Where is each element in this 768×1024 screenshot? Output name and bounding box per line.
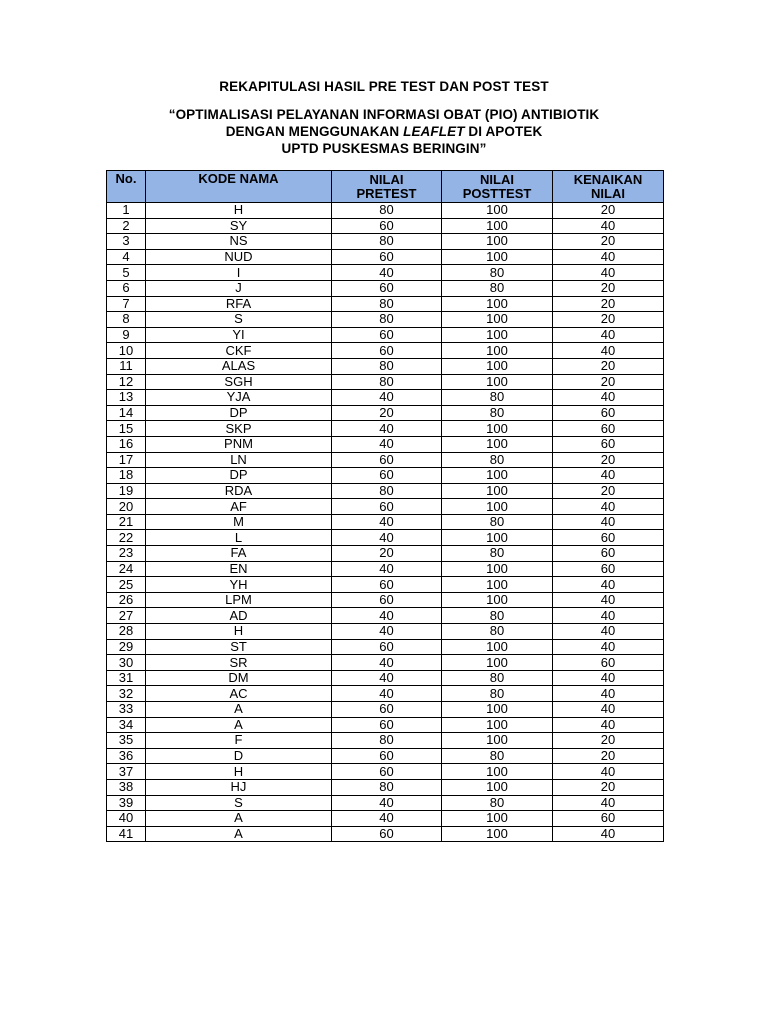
cell-nilai-posttest: 100 bbox=[442, 577, 553, 593]
cell-nilai-pretest: 40 bbox=[332, 811, 442, 827]
cell-kode-nama: H bbox=[146, 203, 332, 219]
cell-kode-nama: I bbox=[146, 265, 332, 281]
cell-nilai-posttest: 100 bbox=[442, 234, 553, 250]
table-row bbox=[107, 811, 664, 827]
cell-nilai-pretest: 80 bbox=[332, 733, 442, 749]
cell-nilai-posttest: 100 bbox=[442, 296, 553, 312]
results-table-body bbox=[107, 203, 664, 842]
cell-nilai-pretest: 40 bbox=[332, 608, 442, 624]
table-row bbox=[107, 530, 664, 546]
cell-kenaikan-nilai: 60 bbox=[553, 546, 664, 562]
cell-kenaikan-nilai: 60 bbox=[553, 655, 664, 671]
subtitle-line-2-prefix: DENGAN MENGGUNAKAN bbox=[225, 124, 404, 139]
cell-kenaikan-nilai: 40 bbox=[553, 265, 664, 281]
subtitle-line-2-italic: LEAFLET bbox=[403, 124, 465, 139]
cell-nilai-posttest: 100 bbox=[442, 421, 553, 437]
cell-kode-nama: CKF bbox=[146, 343, 332, 359]
cell-no: 16 bbox=[107, 436, 146, 452]
cell-kode-nama: SGH bbox=[146, 374, 332, 390]
cell-kode-nama: DP bbox=[146, 405, 332, 421]
cell-nilai-pretest: 60 bbox=[332, 592, 442, 608]
cell-no: 7 bbox=[107, 296, 146, 312]
cell-kenaikan-nilai: 40 bbox=[553, 670, 664, 686]
cell-no: 2 bbox=[107, 218, 146, 234]
cell-nilai-posttest: 80 bbox=[442, 686, 553, 702]
cell-nilai-pretest: 20 bbox=[332, 405, 442, 421]
cell-kode-nama: YI bbox=[146, 327, 332, 343]
cell-kode-nama: AC bbox=[146, 686, 332, 702]
cell-no: 6 bbox=[107, 280, 146, 296]
header-kenaikan-nilai bbox=[553, 171, 664, 203]
header-kode-nama: KODE NAMA bbox=[146, 171, 332, 203]
table-row bbox=[107, 312, 664, 328]
cell-kode-nama: J bbox=[146, 280, 332, 296]
cell-nilai-pretest: 60 bbox=[332, 280, 442, 296]
cell-kenaikan-nilai: 40 bbox=[553, 218, 664, 234]
cell-nilai-pretest: 40 bbox=[332, 561, 442, 577]
cell-kenaikan-nilai: 60 bbox=[553, 405, 664, 421]
cell-kenaikan-nilai: 40 bbox=[553, 702, 664, 718]
table-row bbox=[107, 514, 664, 530]
table-row bbox=[107, 639, 664, 655]
cell-kenaikan-nilai: 60 bbox=[553, 436, 664, 452]
table-row bbox=[107, 296, 664, 312]
cell-kenaikan-nilai: 40 bbox=[553, 327, 664, 343]
cell-kenaikan-nilai: 40 bbox=[553, 343, 664, 359]
cell-nilai-posttest: 80 bbox=[442, 624, 553, 640]
cell-no: 34 bbox=[107, 717, 146, 733]
table-row bbox=[107, 499, 664, 515]
cell-kode-nama: L bbox=[146, 530, 332, 546]
cell-kode-nama: A bbox=[146, 702, 332, 718]
cell-nilai-pretest: 40 bbox=[332, 265, 442, 281]
cell-nilai-pretest: 40 bbox=[332, 686, 442, 702]
cell-kenaikan-nilai: 20 bbox=[553, 452, 664, 468]
cell-nilai-posttest: 100 bbox=[442, 483, 553, 499]
cell-nilai-pretest: 40 bbox=[332, 436, 442, 452]
cell-nilai-pretest: 40 bbox=[332, 390, 442, 406]
cell-nilai-posttest: 80 bbox=[442, 280, 553, 296]
cell-kenaikan-nilai: 20 bbox=[553, 312, 664, 328]
header-posttest-line-1: NILAI bbox=[480, 171, 514, 187]
cell-no: 23 bbox=[107, 546, 146, 562]
cell-nilai-pretest: 40 bbox=[332, 655, 442, 671]
cell-kenaikan-nilai: 60 bbox=[553, 530, 664, 546]
cell-no: 29 bbox=[107, 639, 146, 655]
cell-nilai-posttest: 80 bbox=[442, 265, 553, 281]
cell-no: 21 bbox=[107, 514, 146, 530]
cell-kode-nama: YH bbox=[146, 577, 332, 593]
cell-kode-nama: ST bbox=[146, 639, 332, 655]
cell-kode-nama: H bbox=[146, 764, 332, 780]
table-row bbox=[107, 343, 664, 359]
cell-no: 38 bbox=[107, 779, 146, 795]
cell-kode-nama: EN bbox=[146, 561, 332, 577]
subtitle-line-1: “OPTIMALISASI PELAYANAN INFORMASI OBAT (PIO) ANTIBIOTIK bbox=[168, 107, 600, 122]
cell-nilai-posttest: 100 bbox=[442, 499, 553, 515]
cell-nilai-posttest: 100 bbox=[442, 218, 553, 234]
cell-nilai-pretest: 40 bbox=[332, 421, 442, 437]
cell-no: 36 bbox=[107, 748, 146, 764]
cell-nilai-posttest: 100 bbox=[442, 592, 553, 608]
cell-kode-nama: A bbox=[146, 811, 332, 827]
table-row bbox=[107, 702, 664, 718]
cell-kode-nama: SR bbox=[146, 655, 332, 671]
table-row bbox=[107, 468, 664, 484]
cell-no: 11 bbox=[107, 358, 146, 374]
table-row bbox=[107, 686, 664, 702]
cell-kenaikan-nilai: 20 bbox=[553, 280, 664, 296]
cell-kenaikan-nilai: 60 bbox=[553, 421, 664, 437]
cell-kode-nama: YJA bbox=[146, 390, 332, 406]
cell-no: 39 bbox=[107, 795, 146, 811]
cell-no: 9 bbox=[107, 327, 146, 343]
header-no: No. bbox=[107, 171, 146, 203]
cell-no: 4 bbox=[107, 249, 146, 265]
cell-nilai-pretest: 20 bbox=[332, 546, 442, 562]
cell-nilai-posttest: 100 bbox=[442, 733, 553, 749]
cell-no: 12 bbox=[107, 374, 146, 390]
cell-kode-nama: RFA bbox=[146, 296, 332, 312]
results-table-header bbox=[107, 171, 664, 203]
cell-kenaikan-nilai: 20 bbox=[553, 296, 664, 312]
table-row bbox=[107, 390, 664, 406]
cell-nilai-pretest: 60 bbox=[332, 452, 442, 468]
cell-nilai-pretest: 60 bbox=[332, 717, 442, 733]
cell-nilai-posttest: 100 bbox=[442, 826, 553, 842]
header-nilai-posttest bbox=[442, 171, 553, 203]
cell-nilai-pretest: 60 bbox=[332, 639, 442, 655]
cell-nilai-posttest: 100 bbox=[442, 811, 553, 827]
cell-kenaikan-nilai: 40 bbox=[553, 577, 664, 593]
cell-kenaikan-nilai: 40 bbox=[553, 795, 664, 811]
table-row bbox=[107, 234, 664, 250]
header-posttest-line-2: POSTTEST bbox=[462, 185, 532, 201]
table-row bbox=[107, 421, 664, 437]
table-row bbox=[107, 546, 664, 562]
cell-nilai-pretest: 60 bbox=[332, 468, 442, 484]
header-pretest-line-1: NILAI bbox=[369, 171, 404, 187]
cell-no: 31 bbox=[107, 670, 146, 686]
header-nilai-pretest bbox=[332, 171, 442, 203]
cell-kode-nama: D bbox=[146, 748, 332, 764]
cell-nilai-posttest: 100 bbox=[442, 312, 553, 328]
cell-kenaikan-nilai: 20 bbox=[553, 779, 664, 795]
cell-no: 13 bbox=[107, 390, 146, 406]
cell-kode-nama: S bbox=[146, 795, 332, 811]
cell-kenaikan-nilai: 20 bbox=[553, 374, 664, 390]
header-kenaikan-line-1: KENAIKAN bbox=[573, 171, 643, 187]
cell-kenaikan-nilai: 40 bbox=[553, 639, 664, 655]
cell-kenaikan-nilai: 40 bbox=[553, 608, 664, 624]
cell-kode-nama: FA bbox=[146, 546, 332, 562]
table-row bbox=[107, 717, 664, 733]
cell-kenaikan-nilai: 20 bbox=[553, 203, 664, 219]
cell-nilai-posttest: 100 bbox=[442, 530, 553, 546]
cell-no: 32 bbox=[107, 686, 146, 702]
cell-nilai-pretest: 60 bbox=[332, 499, 442, 515]
table-row bbox=[107, 327, 664, 343]
cell-nilai-posttest: 80 bbox=[442, 670, 553, 686]
cell-nilai-pretest: 80 bbox=[332, 779, 442, 795]
cell-nilai-pretest: 80 bbox=[332, 203, 442, 219]
cell-kode-nama: RDA bbox=[146, 483, 332, 499]
cell-kode-nama: F bbox=[146, 733, 332, 749]
cell-kode-nama: DM bbox=[146, 670, 332, 686]
cell-nilai-pretest: 60 bbox=[332, 249, 442, 265]
table-row bbox=[107, 748, 664, 764]
cell-kode-nama: AF bbox=[146, 499, 332, 515]
table-row bbox=[107, 733, 664, 749]
document-title: REKAPITULASI HASIL PRE TEST DAN POST TEST bbox=[219, 79, 549, 94]
cell-no: 19 bbox=[107, 483, 146, 499]
cell-nilai-pretest: 60 bbox=[332, 702, 442, 718]
cell-no: 3 bbox=[107, 234, 146, 250]
table-row bbox=[107, 592, 664, 608]
cell-kenaikan-nilai: 60 bbox=[553, 561, 664, 577]
subtitle-line-2 bbox=[0, 124, 768, 139]
cell-no: 1 bbox=[107, 203, 146, 219]
cell-kenaikan-nilai: 40 bbox=[553, 499, 664, 515]
cell-kenaikan-nilai: 40 bbox=[553, 468, 664, 484]
cell-nilai-pretest: 80 bbox=[332, 358, 442, 374]
cell-nilai-posttest: 100 bbox=[442, 655, 553, 671]
cell-nilai-posttest: 80 bbox=[442, 452, 553, 468]
table-row bbox=[107, 670, 664, 686]
table-row bbox=[107, 608, 664, 624]
cell-nilai-posttest: 100 bbox=[442, 639, 553, 655]
cell-nilai-posttest: 80 bbox=[442, 608, 553, 624]
cell-kenaikan-nilai: 40 bbox=[553, 717, 664, 733]
cell-nilai-posttest: 100 bbox=[442, 468, 553, 484]
cell-no: 25 bbox=[107, 577, 146, 593]
cell-nilai-pretest: 40 bbox=[332, 530, 442, 546]
cell-nilai-posttest: 80 bbox=[442, 748, 553, 764]
cell-kenaikan-nilai: 20 bbox=[553, 748, 664, 764]
cell-nilai-pretest: 80 bbox=[332, 296, 442, 312]
subtitle-line-2-suffix: DI APOTEK bbox=[464, 124, 543, 139]
cell-kode-nama: AD bbox=[146, 608, 332, 624]
cell-nilai-posttest: 100 bbox=[442, 249, 553, 265]
cell-kenaikan-nilai: 20 bbox=[553, 234, 664, 250]
cell-nilai-posttest: 100 bbox=[442, 203, 553, 219]
cell-kode-nama: A bbox=[146, 826, 332, 842]
cell-nilai-posttest: 100 bbox=[442, 717, 553, 733]
cell-no: 30 bbox=[107, 655, 146, 671]
cell-kode-nama: SY bbox=[146, 218, 332, 234]
cell-kenaikan-nilai: 40 bbox=[553, 514, 664, 530]
table-row bbox=[107, 374, 664, 390]
table-row bbox=[107, 249, 664, 265]
cell-kenaikan-nilai: 20 bbox=[553, 483, 664, 499]
table-row bbox=[107, 452, 664, 468]
table-row bbox=[107, 483, 664, 499]
cell-nilai-posttest: 100 bbox=[442, 343, 553, 359]
header-kenaikan-line-2: NILAI bbox=[591, 185, 625, 201]
cell-kode-nama: NUD bbox=[146, 249, 332, 265]
table-row bbox=[107, 624, 664, 640]
cell-nilai-pretest: 80 bbox=[332, 312, 442, 328]
cell-nilai-posttest: 100 bbox=[442, 374, 553, 390]
cell-nilai-posttest: 100 bbox=[442, 358, 553, 374]
cell-nilai-pretest: 40 bbox=[332, 795, 442, 811]
cell-kode-nama: LN bbox=[146, 452, 332, 468]
cell-nilai-posttest: 80 bbox=[442, 390, 553, 406]
cell-kode-nama: NS bbox=[146, 234, 332, 250]
table-row bbox=[107, 764, 664, 780]
cell-nilai-pretest: 60 bbox=[332, 764, 442, 780]
cell-kode-nama: H bbox=[146, 624, 332, 640]
cell-no: 28 bbox=[107, 624, 146, 640]
cell-kode-nama: DP bbox=[146, 468, 332, 484]
cell-nilai-pretest: 60 bbox=[332, 826, 442, 842]
cell-kenaikan-nilai: 40 bbox=[553, 764, 664, 780]
cell-kode-nama: SKP bbox=[146, 421, 332, 437]
cell-no: 5 bbox=[107, 265, 146, 281]
cell-no: 17 bbox=[107, 452, 146, 468]
cell-no: 35 bbox=[107, 733, 146, 749]
cell-kenaikan-nilai: 60 bbox=[553, 811, 664, 827]
cell-nilai-pretest: 40 bbox=[332, 514, 442, 530]
cell-nilai-pretest: 60 bbox=[332, 577, 442, 593]
cell-no: 26 bbox=[107, 592, 146, 608]
cell-kenaikan-nilai: 40 bbox=[553, 592, 664, 608]
table-row bbox=[107, 436, 664, 452]
table-row bbox=[107, 779, 664, 795]
cell-nilai-posttest: 100 bbox=[442, 327, 553, 343]
cell-nilai-pretest: 40 bbox=[332, 624, 442, 640]
table-row bbox=[107, 795, 664, 811]
cell-no: 41 bbox=[107, 826, 146, 842]
cell-no: 37 bbox=[107, 764, 146, 780]
cell-kenaikan-nilai: 40 bbox=[553, 390, 664, 406]
cell-no: 14 bbox=[107, 405, 146, 421]
table-row bbox=[107, 280, 664, 296]
cell-kenaikan-nilai: 40 bbox=[553, 826, 664, 842]
cell-no: 18 bbox=[107, 468, 146, 484]
cell-kenaikan-nilai: 40 bbox=[553, 624, 664, 640]
table-row bbox=[107, 561, 664, 577]
header-row bbox=[107, 171, 664, 203]
subtitle-line-3: UPTD PUSKESMAS BERINGIN” bbox=[281, 141, 487, 156]
cell-no: 33 bbox=[107, 702, 146, 718]
cell-kode-nama: LPM bbox=[146, 592, 332, 608]
cell-nilai-pretest: 80 bbox=[332, 483, 442, 499]
table-row bbox=[107, 577, 664, 593]
results-table bbox=[106, 170, 664, 842]
cell-no: 27 bbox=[107, 608, 146, 624]
cell-no: 8 bbox=[107, 312, 146, 328]
table-row bbox=[107, 218, 664, 234]
cell-nilai-posttest: 80 bbox=[442, 546, 553, 562]
cell-kenaikan-nilai: 40 bbox=[553, 249, 664, 265]
cell-nilai-posttest: 100 bbox=[442, 702, 553, 718]
table-row bbox=[107, 358, 664, 374]
cell-kenaikan-nilai: 40 bbox=[553, 686, 664, 702]
cell-no: 20 bbox=[107, 499, 146, 515]
cell-nilai-pretest: 80 bbox=[332, 374, 442, 390]
cell-no: 22 bbox=[107, 530, 146, 546]
cell-nilai-posttest: 100 bbox=[442, 436, 553, 452]
cell-nilai-pretest: 60 bbox=[332, 343, 442, 359]
cell-kenaikan-nilai: 20 bbox=[553, 358, 664, 374]
cell-nilai-pretest: 60 bbox=[332, 327, 442, 343]
cell-nilai-pretest: 60 bbox=[332, 218, 442, 234]
table-row bbox=[107, 405, 664, 421]
cell-nilai-pretest: 60 bbox=[332, 748, 442, 764]
cell-no: 24 bbox=[107, 561, 146, 577]
table-row bbox=[107, 203, 664, 219]
header-pretest-line-2: PRETEST bbox=[356, 185, 417, 201]
table-row bbox=[107, 655, 664, 671]
cell-nilai-posttest: 100 bbox=[442, 561, 553, 577]
cell-nilai-posttest: 100 bbox=[442, 764, 553, 780]
table-row bbox=[107, 265, 664, 281]
cell-no: 10 bbox=[107, 343, 146, 359]
cell-kode-nama: HJ bbox=[146, 779, 332, 795]
table-row bbox=[107, 826, 664, 842]
cell-nilai-pretest: 80 bbox=[332, 234, 442, 250]
cell-kode-nama: A bbox=[146, 717, 332, 733]
cell-no: 15 bbox=[107, 421, 146, 437]
cell-kenaikan-nilai: 20 bbox=[553, 733, 664, 749]
cell-kode-nama: PNM bbox=[146, 436, 332, 452]
cell-nilai-posttest: 80 bbox=[442, 514, 553, 530]
cell-kode-nama: M bbox=[146, 514, 332, 530]
cell-nilai-posttest: 100 bbox=[442, 779, 553, 795]
cell-kode-nama: ALAS bbox=[146, 358, 332, 374]
cell-nilai-posttest: 80 bbox=[442, 795, 553, 811]
cell-kode-nama: S bbox=[146, 312, 332, 328]
cell-nilai-posttest: 80 bbox=[442, 405, 553, 421]
cell-no: 40 bbox=[107, 811, 146, 827]
cell-nilai-pretest: 40 bbox=[332, 670, 442, 686]
